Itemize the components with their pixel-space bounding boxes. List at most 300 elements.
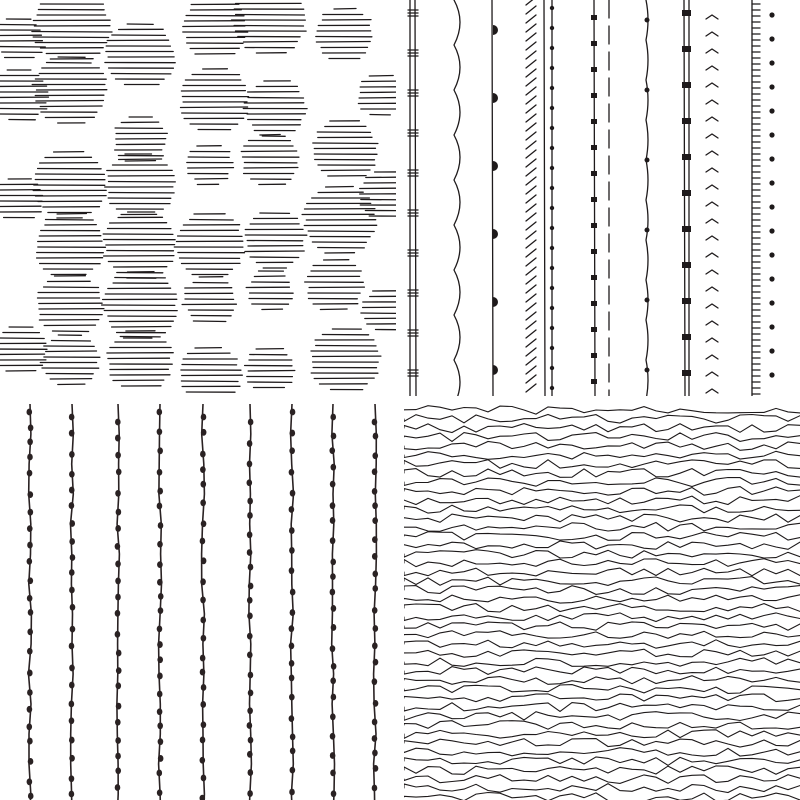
diagonal-hatch — [526, 51, 536, 59]
half-dot-line — [492, 0, 493, 396]
chevron — [706, 270, 718, 274]
bead — [289, 527, 295, 534]
bead — [69, 471, 75, 478]
bead — [157, 673, 163, 680]
hatch-stroke — [0, 338, 44, 339]
chevron — [706, 389, 718, 393]
bead — [201, 684, 207, 691]
bead — [372, 517, 378, 524]
diagonal-hatch — [526, 249, 536, 257]
bead — [201, 775, 207, 782]
bead — [200, 669, 206, 676]
bead — [69, 502, 75, 509]
doodle-stripes-pattern — [404, 0, 800, 396]
bead — [27, 778, 33, 785]
bead — [331, 464, 337, 471]
block-mark — [682, 334, 691, 340]
wavy-line — [404, 685, 800, 694]
bead — [115, 419, 121, 426]
bead — [290, 767, 296, 774]
bead-dot — [550, 146, 554, 150]
bead — [157, 708, 163, 715]
wavy-line — [404, 586, 800, 595]
block-mark — [682, 82, 691, 88]
bead-dot — [550, 46, 554, 50]
bead — [289, 789, 295, 796]
dot — [769, 36, 774, 41]
bead — [248, 583, 254, 590]
bead — [200, 597, 206, 604]
square-mark — [591, 327, 597, 332]
bead — [69, 587, 75, 594]
bead — [289, 694, 295, 701]
bead-lines-pattern — [0, 404, 396, 800]
bead-dot — [550, 286, 554, 290]
dot — [769, 84, 774, 89]
chevron — [706, 338, 718, 342]
diagonal-hatch — [526, 60, 536, 68]
bead — [289, 469, 295, 476]
half-dot — [493, 229, 498, 239]
bead — [372, 585, 378, 592]
square-mark — [591, 93, 597, 98]
bead — [115, 452, 121, 459]
bead — [373, 700, 379, 707]
half-dot — [493, 365, 498, 375]
bead — [248, 769, 254, 776]
bead — [27, 648, 33, 655]
bead — [372, 719, 378, 726]
bead — [290, 490, 296, 497]
bead — [115, 784, 121, 791]
bead — [372, 607, 378, 614]
hatch-stroke — [244, 42, 298, 43]
bead — [157, 488, 163, 495]
diagonal-hatch — [526, 6, 536, 14]
bead — [372, 536, 378, 543]
bead — [200, 655, 206, 662]
bead — [248, 419, 254, 426]
bead-dot — [645, 158, 650, 163]
bead — [289, 660, 295, 667]
diagonal-hatch — [526, 177, 536, 185]
hatch-stroke — [236, 15, 305, 16]
hatch-stroke — [334, 9, 356, 10]
bead — [28, 424, 34, 431]
bead — [247, 479, 253, 486]
bead — [331, 663, 337, 670]
chevron — [706, 253, 718, 257]
bead-dot — [645, 368, 650, 373]
bead — [200, 538, 206, 545]
bead — [201, 429, 207, 436]
bead — [156, 770, 162, 777]
bead — [201, 520, 207, 527]
chevron — [706, 321, 718, 325]
diagonal-hatch — [526, 330, 536, 338]
bead — [157, 541, 163, 548]
bead — [372, 553, 378, 560]
bead — [115, 719, 121, 726]
bead — [372, 570, 378, 577]
bead — [247, 651, 253, 658]
hatch-stroke — [234, 26, 303, 27]
hatch-stroke — [193, 321, 225, 322]
bead — [115, 631, 121, 638]
bead — [115, 561, 121, 568]
bead-dot — [645, 18, 650, 23]
bead — [26, 409, 32, 416]
chevron — [706, 185, 718, 189]
wavy-line — [404, 406, 800, 414]
wavy-line — [404, 595, 800, 603]
wavy-line — [404, 757, 800, 766]
chevron — [706, 134, 718, 138]
hatch-stroke — [244, 168, 298, 169]
bead — [69, 451, 75, 458]
hatch-stroke — [181, 381, 238, 382]
dot — [769, 372, 774, 377]
diagonal-hatch — [526, 186, 536, 194]
chevron — [706, 168, 718, 172]
bead-dot — [550, 206, 554, 210]
square-mark — [591, 41, 597, 46]
diagonal-hatch — [526, 123, 536, 131]
bead — [27, 558, 33, 565]
bead-dot — [550, 106, 554, 110]
bead — [27, 542, 33, 549]
bead — [330, 573, 336, 580]
square-mark — [591, 249, 597, 254]
bead — [27, 595, 33, 602]
wavy-line — [404, 568, 800, 576]
bead-dot — [550, 306, 554, 310]
square-mark — [591, 197, 597, 202]
chevron — [706, 372, 718, 376]
diagonal-hatch — [526, 285, 536, 293]
hatch-stroke — [52, 341, 91, 342]
chevron — [706, 32, 718, 36]
bead — [116, 509, 122, 516]
bead — [247, 461, 253, 468]
hatch-stroke — [313, 143, 378, 144]
bead — [330, 414, 336, 421]
bead — [157, 579, 163, 586]
bead — [200, 451, 206, 458]
hatch-stroke — [326, 187, 354, 188]
bead — [372, 419, 378, 426]
bead — [372, 642, 378, 649]
bead — [330, 677, 336, 684]
dot — [769, 108, 774, 113]
wavy-line — [404, 451, 800, 459]
square-mark — [591, 275, 597, 280]
hatched-circles-group — [0, 0, 396, 396]
hatch-stroke — [190, 220, 234, 221]
bead — [289, 567, 295, 574]
bead — [27, 670, 33, 677]
chevron — [706, 355, 718, 359]
hatch-stroke — [248, 371, 295, 372]
bead — [289, 547, 295, 554]
hatch-stroke — [36, 101, 104, 102]
wavy-line — [404, 460, 800, 469]
diagonal-hatch — [526, 357, 536, 365]
wavy-line — [404, 703, 800, 712]
diagonal-hatch — [526, 231, 536, 239]
diagonal-hatch — [526, 96, 536, 104]
bead — [158, 607, 164, 614]
bead — [331, 694, 337, 701]
bead — [27, 628, 33, 635]
hatch-stroke — [112, 327, 171, 328]
bead-dot — [550, 326, 554, 330]
block-mark — [682, 226, 691, 232]
wavy-line — [404, 550, 800, 558]
wavy-line — [404, 514, 800, 522]
block-mark — [682, 154, 691, 160]
bead — [247, 512, 253, 519]
half-dot — [493, 161, 498, 171]
half-dot — [493, 25, 498, 35]
diagonal-hatch — [526, 375, 536, 383]
diagonal-hatch — [526, 141, 536, 149]
diagonal-hatch — [526, 69, 536, 77]
wavy-line — [404, 793, 800, 800]
bead — [69, 414, 75, 421]
bead — [372, 502, 378, 509]
hatch-stroke — [248, 98, 304, 99]
bead — [115, 682, 121, 689]
wavy-line — [404, 649, 800, 657]
diagonal-hatch — [526, 0, 536, 5]
hatched-circles-tile — [0, 0, 396, 396]
bead — [331, 790, 337, 797]
bead — [69, 682, 75, 689]
bead-dot — [550, 346, 554, 350]
bead — [28, 758, 34, 765]
bead — [330, 752, 336, 759]
bead-dot — [550, 86, 554, 90]
diagonal-hatch — [526, 366, 536, 374]
chevron — [706, 151, 718, 155]
bead — [372, 468, 378, 475]
bead — [27, 689, 33, 696]
chevron — [706, 202, 718, 206]
hatch-stroke — [47, 63, 92, 64]
bead — [157, 641, 163, 648]
bead-dot — [645, 228, 650, 233]
bead — [247, 790, 253, 797]
dot — [769, 324, 774, 329]
square-mark — [591, 353, 597, 358]
square-mark — [591, 171, 597, 176]
bead — [27, 706, 33, 713]
bead — [200, 466, 206, 473]
wavy-line — [404, 559, 800, 567]
wavy-lines-group — [404, 406, 800, 800]
bead — [27, 525, 33, 532]
wavy-line — [404, 658, 800, 667]
chevron — [706, 66, 718, 70]
scallop-line — [454, 0, 460, 396]
bead-string — [332, 404, 335, 800]
diagonal-hatch — [526, 294, 536, 302]
bead — [157, 409, 163, 416]
hatch-stroke — [195, 179, 228, 180]
bead — [373, 659, 379, 666]
square-mark — [591, 15, 597, 20]
bead — [69, 643, 75, 650]
diagonal-hatch — [526, 168, 536, 176]
stripes-group — [408, 0, 775, 396]
chevron — [706, 100, 718, 104]
bead-dot — [550, 66, 554, 70]
bead — [247, 751, 253, 758]
bead — [157, 656, 163, 663]
hatch-stroke — [369, 76, 393, 77]
dot — [769, 276, 774, 281]
bead — [157, 503, 163, 510]
bead — [331, 605, 337, 612]
bead-string — [291, 404, 294, 800]
hatch-stroke — [44, 287, 99, 288]
bead — [69, 538, 75, 545]
bead — [290, 733, 296, 740]
block-mark — [682, 10, 691, 16]
diagonal-hatch — [526, 276, 536, 284]
dot — [769, 348, 774, 353]
bead — [28, 509, 34, 516]
dot — [769, 252, 774, 257]
bead — [69, 775, 75, 782]
bead — [200, 499, 206, 506]
hatch-stroke — [46, 220, 94, 221]
hatch-stroke — [33, 37, 108, 38]
wavy-line — [404, 442, 800, 451]
bead — [28, 491, 34, 498]
half-dot — [493, 93, 498, 103]
hatch-stroke — [32, 32, 112, 33]
diagonal-hatch — [526, 42, 536, 50]
bead — [247, 597, 253, 604]
bead — [69, 520, 75, 527]
bead — [69, 755, 75, 762]
bead — [247, 722, 253, 729]
hatch-stroke — [254, 276, 285, 277]
diagonal-hatch — [526, 195, 536, 203]
hatch-stroke — [308, 231, 374, 232]
dot — [769, 300, 774, 305]
hatch-stroke — [40, 106, 102, 107]
bead — [157, 691, 163, 698]
bead — [289, 625, 295, 632]
bead — [330, 645, 336, 652]
bead — [27, 454, 33, 461]
bead — [69, 737, 75, 744]
plain-line — [544, 0, 545, 396]
diagonal-hatch — [526, 213, 536, 221]
bead — [69, 665, 75, 672]
square-mark — [591, 119, 597, 124]
bead-lines-tile — [0, 404, 396, 800]
bead — [289, 642, 295, 649]
wavy-line — [404, 496, 800, 505]
bead — [26, 723, 32, 730]
bead — [247, 498, 253, 505]
doodle-stripes-tile — [404, 0, 800, 396]
diagonal-hatch — [526, 339, 536, 347]
dot — [769, 228, 774, 233]
bead — [115, 490, 121, 497]
bead — [372, 750, 378, 757]
bead — [373, 433, 379, 440]
bead — [158, 755, 164, 762]
hatched-circles-pattern — [0, 0, 396, 396]
hatch-stroke — [0, 47, 45, 48]
bead — [290, 430, 296, 437]
hatch-stroke — [316, 42, 370, 43]
wavy-line — [404, 532, 800, 541]
bead — [331, 624, 337, 631]
bead — [157, 447, 163, 454]
wavy-line — [404, 424, 800, 433]
diagonal-hatch — [526, 267, 536, 275]
bead — [247, 549, 253, 556]
bead — [289, 675, 295, 682]
diagonal-hatch — [526, 348, 536, 356]
hatch-stroke — [250, 257, 299, 258]
diagonal-hatch — [526, 114, 536, 122]
bead — [157, 428, 163, 435]
wavy-line — [404, 730, 800, 739]
wavy-line — [404, 469, 800, 478]
hatch-stroke — [53, 331, 89, 332]
block-mark — [682, 46, 691, 52]
bead-dot — [550, 166, 554, 170]
bead — [115, 578, 121, 585]
bead — [330, 502, 336, 509]
bead — [331, 433, 337, 440]
bead — [201, 557, 207, 564]
diagonal-hatch — [526, 150, 536, 158]
bead — [157, 469, 163, 476]
bead — [116, 703, 122, 710]
bead-dot — [645, 298, 650, 303]
wavy-line — [404, 487, 800, 496]
chevron — [706, 83, 718, 87]
wavy-line — [404, 433, 800, 442]
hatch-stroke — [359, 98, 396, 99]
hatch-stroke — [361, 313, 396, 314]
bead — [69, 569, 75, 576]
bead — [290, 747, 296, 754]
hatch-stroke — [241, 151, 296, 152]
bead — [200, 578, 206, 585]
diagonal-hatch — [526, 321, 536, 329]
bead-dot — [550, 386, 554, 390]
bead-dot — [550, 366, 554, 370]
bead — [289, 715, 295, 722]
bead — [116, 468, 122, 475]
bead — [158, 593, 164, 600]
diagonal-hatch — [526, 33, 536, 41]
diagonal-hatch — [526, 222, 536, 230]
bead — [247, 440, 253, 447]
wavy-line — [404, 541, 800, 549]
bead — [200, 481, 206, 488]
bead — [69, 791, 75, 798]
